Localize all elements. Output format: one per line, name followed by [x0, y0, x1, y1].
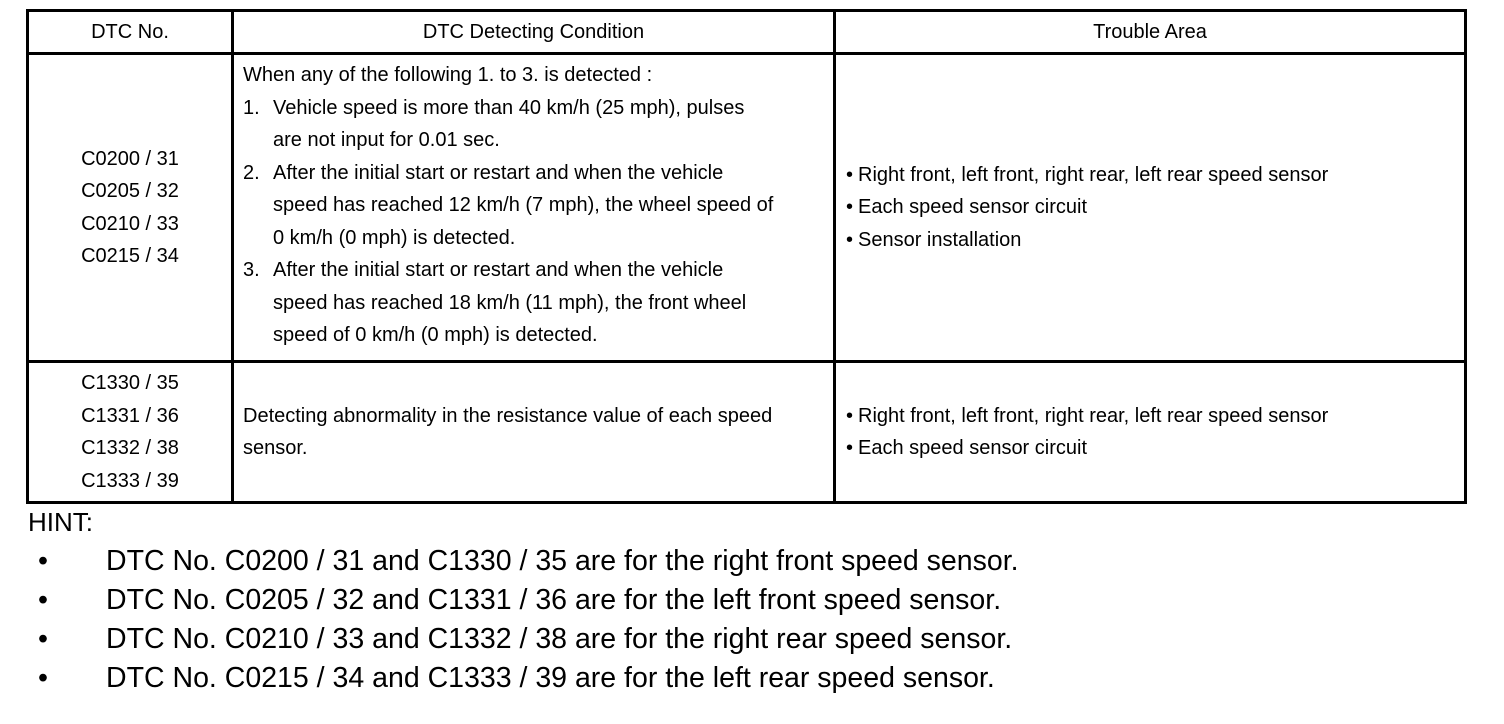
dtc-code: C1333 / 39 — [81, 469, 179, 492]
bullet-icon: • — [38, 584, 48, 616]
hint-text: DTC No. C0200 / 31 and C1330 / 35 are for the right front speed sensor. — [106, 545, 1019, 577]
dtc-code: C0205 / 32 — [81, 180, 179, 202]
dtc-code: C1330 / 35 — [81, 372, 179, 394]
condition-line: After the initial start or restart and when the vehicle — [273, 161, 724, 184]
condition-line: are not input for 0.01 sec. — [273, 129, 500, 151]
item-number: 1. — [243, 96, 260, 119]
table-row — [28, 54, 1466, 362]
hint-text: DTC No. C0210 / 33 and C1332 / 38 are for the right rear speed sensor. — [106, 623, 1013, 655]
item-number: 2. — [243, 161, 260, 184]
dtc-code: C0215 / 34 — [81, 245, 179, 267]
dtc-code: C0200 / 31 — [81, 147, 179, 170]
dtc-code: C1331 / 36 — [81, 404, 179, 427]
condition-line: 0 km/h (0 mph) is detected. — [273, 226, 516, 249]
bullet-icon: • — [38, 545, 48, 577]
trouble-item: • Right front, left front, right rear, left rear speed sensor — [846, 400, 1464, 433]
condition-line: Detecting abnormality in the resistance value of each speed — [243, 404, 773, 427]
header-detecting-condition: DTC Detecting Condition — [233, 11, 835, 54]
dtc-codes-cell — [28, 362, 233, 503]
condition-line: speed has reached 12 km/h (7 mph), the wheel speed of — [273, 194, 774, 216]
condition-line: speed has reached 18 km/h (11 mph), the front wheel — [273, 291, 747, 314]
condition-line: Vehicle speed is more than 40 km/h (25 mph), pulses — [273, 96, 745, 119]
hint-text: DTC No. C0205 / 32 and C1331 / 36 are for the left front speed sensor. — [106, 584, 1002, 616]
trouble-area-cell — [835, 362, 1466, 503]
header-dtc-no: DTC No. — [28, 11, 233, 54]
hint-list — [30, 542, 1019, 698]
trouble-item: • Right front, left front, right rear, left rear speed sensor — [846, 159, 1464, 192]
condition-line: speed of 0 km/h (0 mph) is detected. — [273, 324, 598, 346]
trouble-item: • Each speed sensor circuit — [846, 432, 1464, 465]
hint-item — [30, 542, 1019, 581]
dtc-code: C0210 / 33 — [81, 212, 179, 235]
hint-item — [30, 581, 1019, 620]
condition-item — [243, 157, 833, 255]
bullet-icon: • — [38, 662, 48, 694]
item-number: 3. — [243, 259, 260, 281]
bullet-icon: • — [38, 623, 48, 655]
table-header-row — [28, 11, 1466, 54]
hint-text: DTC No. C0215 / 34 and C1333 / 39 are for the left rear speed sensor. — [106, 662, 995, 694]
condition-cell — [233, 54, 835, 362]
trouble-item: • Sensor installation — [846, 224, 1464, 257]
condition-intro: When any of the following 1. to 3. is detected : — [243, 64, 653, 86]
header-trouble-area: Trouble Area — [835, 11, 1466, 54]
trouble-item: • Each speed sensor circuit — [846, 191, 1464, 224]
dtc-code: C1332 / 38 — [81, 437, 179, 459]
dtc-codes-cell — [28, 54, 233, 362]
dtc-table — [26, 9, 1467, 504]
hint-label: HINT: — [28, 507, 93, 537]
table-row — [28, 362, 1466, 503]
condition-item — [243, 92, 833, 157]
hint-item — [30, 620, 1019, 659]
condition-line: After the initial start or restart and when the vehicle — [273, 259, 724, 281]
condition-line: sensor. — [243, 437, 308, 459]
condition-item — [243, 254, 833, 352]
condition-cell — [233, 362, 835, 503]
trouble-area-cell — [835, 54, 1466, 362]
hint-item — [30, 659, 1019, 698]
